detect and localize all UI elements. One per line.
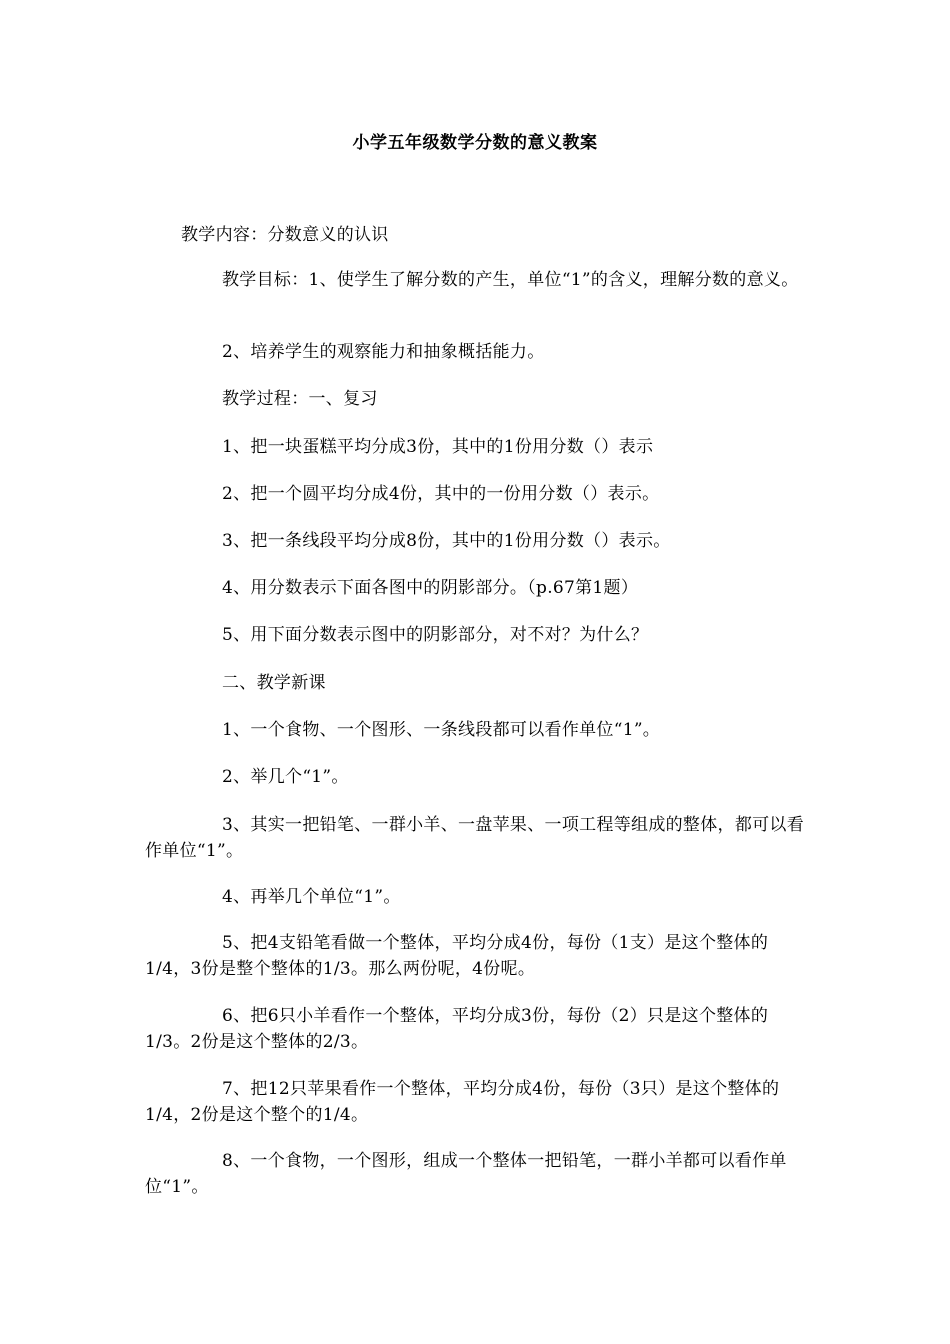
paragraph-review-3	[145, 528, 810, 554]
paragraph-text: 2、培养学生的观察能力和抽象概括能力。	[222, 342, 545, 362]
paragraph-review-5	[145, 622, 810, 648]
paragraph-lesson-6: 6、把6只小羊看作一个整体，平均分成3份，每份（2）只是这个整体的1/3。2份是这个整体的2/3。	[145, 1006, 769, 1052]
paragraph-lesson-4	[145, 884, 810, 910]
paragraph-text: 4、用分数表示下面各图中的阴影部分。（p.67第1题）	[222, 578, 639, 598]
paragraph-review-2	[145, 481, 810, 507]
paragraph-lesson-5: 5、把4支铅笔看做一个整体，平均分成4份，每份（1支）是这个整体的1/4，3份是整个整体的1/3。那么两份呢，4份呢。	[145, 933, 769, 979]
paragraph-text: 教学内容：分数意义的认识	[181, 225, 389, 245]
paragraph-process	[145, 386, 810, 412]
paragraph-review-4	[145, 575, 810, 601]
paragraph-lesson-3: 3、其实一把铅笔、一群小羊、一盘苹果、一项工程等组成的整体，都可以看作单位“1”。	[145, 815, 805, 861]
paragraph-lesson-1	[145, 717, 810, 743]
paragraph-text: 3、把一条线段平均分成8份，其中的1份用分数（）表示。	[222, 531, 671, 551]
paragraph-new-lesson	[145, 670, 810, 696]
paragraph-goal-2	[145, 339, 810, 365]
paragraph-lesson-2	[145, 764, 810, 790]
paragraph-text: 1、把一块蛋糕平均分成3份，其中的1份用分数（）表示	[222, 437, 654, 457]
paragraph-text: 二、教学新课	[222, 673, 326, 693]
paragraph-lesson-7: 7、把12只苹果看作一个整体，平均分成4份，每份（3只）是这个整体的1/4，2份是这个整个的1/4。	[145, 1079, 780, 1125]
paragraph-lesson-8: 8、一个食物，一个图形，组成一个整体一把铅笔，一群小羊都可以看作单位“1”。	[145, 1151, 787, 1197]
paragraph-text: 1、一个食物、一个图形、一条线段都可以看作单位“1”。	[222, 720, 661, 740]
paragraph-text: 2、举几个“1”。	[222, 767, 349, 787]
paragraph-text: 4、再举几个单位“1”。	[222, 887, 401, 907]
document-title: 小学五年级数学分数的意义教案	[352, 133, 598, 153]
paragraph-text: 2、把一个圆平均分成4份，其中的一份用分数（）表示。	[222, 484, 660, 504]
paragraph-text: 5、用下面分数表示图中的阴影部分，对不对？为什么？	[222, 625, 649, 645]
paragraph-text: 教学过程：一、复习	[222, 389, 378, 409]
paragraph-teaching-goal: 教学目标：1、使学生了解分数的产生，单位“1”的含义，理解分数的意义。	[222, 270, 799, 290]
paragraph-teaching-content	[145, 222, 810, 248]
paragraph-review-1	[145, 434, 810, 460]
